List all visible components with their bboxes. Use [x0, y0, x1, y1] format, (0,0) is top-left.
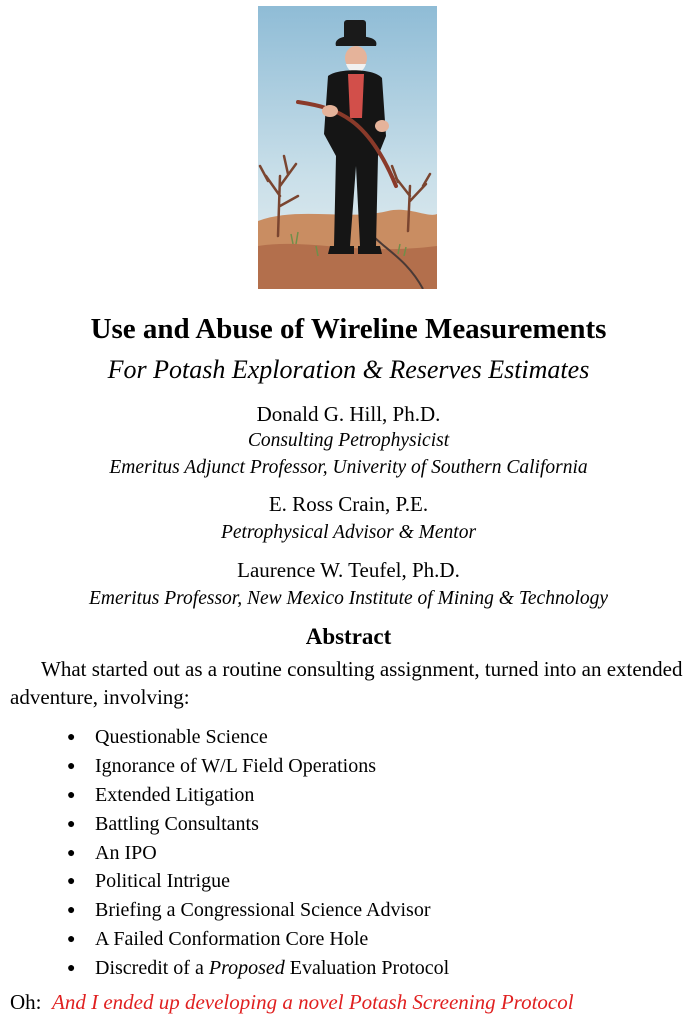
author-affiliation: Emeritus Professor, New Mexico Institute of Mining & Technology [88, 588, 609, 609]
author-affiliation: Emeritus Adjunct Professor, Univerity of Southern California [109, 457, 588, 478]
list-item: ● Questionable Science [67, 723, 449, 752]
bullet-icon: ● [67, 816, 76, 832]
list-item: ● A Failed Conformation Core Hole [67, 925, 449, 954]
author-name: Donald G. Hill, Ph.D. [256, 402, 441, 426]
emphasis-text: Proposed [208, 957, 285, 980]
closing-note [10, 988, 574, 1016]
author-role: Petrophysical Advisor & Mentor [220, 522, 477, 543]
author-name: Laurence W. Teufel, Ph.D. [237, 558, 460, 582]
bullet-icon: ● [67, 874, 76, 890]
page-title: Use and Abuse of Wireline Measurements [90, 313, 607, 345]
list-item: ● Discredit of a Proposed Evaluation Protocol [67, 954, 449, 983]
list-item: ● An IPO [67, 839, 449, 868]
author-role: Consulting Petrophysicist [247, 430, 450, 451]
list-item: ● Ignorance of W/L Field Operations [67, 752, 449, 781]
list-item: ● Battling Consultants [67, 810, 449, 839]
dowser-illustration [258, 6, 437, 289]
topic-list [67, 723, 449, 983]
bullet-icon: ● [67, 758, 76, 774]
bullet-icon: ● [67, 903, 76, 919]
bullet-icon: ● [67, 961, 76, 977]
bullet-icon: ● [67, 730, 76, 745]
bullet-icon: ● [67, 845, 76, 861]
dowser-figure-illustration [258, 6, 437, 289]
author-name: E. Ross Crain, P.E. [268, 492, 429, 516]
page-subtitle: For Potash Exploration & Reserves Estimates [107, 355, 590, 384]
closing-highlight: And I ended up developing a novel Potash Screening Protocol [52, 990, 574, 1014]
abstract-heading: Abstract [305, 624, 392, 649]
list-item: ● Briefing a Congressional Science Advisor [67, 896, 449, 925]
list-item: ● Political Intrigue [67, 867, 449, 896]
bullet-icon: ● [67, 787, 76, 803]
abstract-intro [10, 655, 690, 711]
abstract-intro-text: What started out as a routine consulting assignment, turned into an extended adventure, involving: [10, 657, 683, 709]
list-item: ● Extended Litigation [67, 781, 449, 810]
closing-prefix: Oh: [10, 990, 42, 1014]
bullet-icon: ● [67, 932, 76, 948]
